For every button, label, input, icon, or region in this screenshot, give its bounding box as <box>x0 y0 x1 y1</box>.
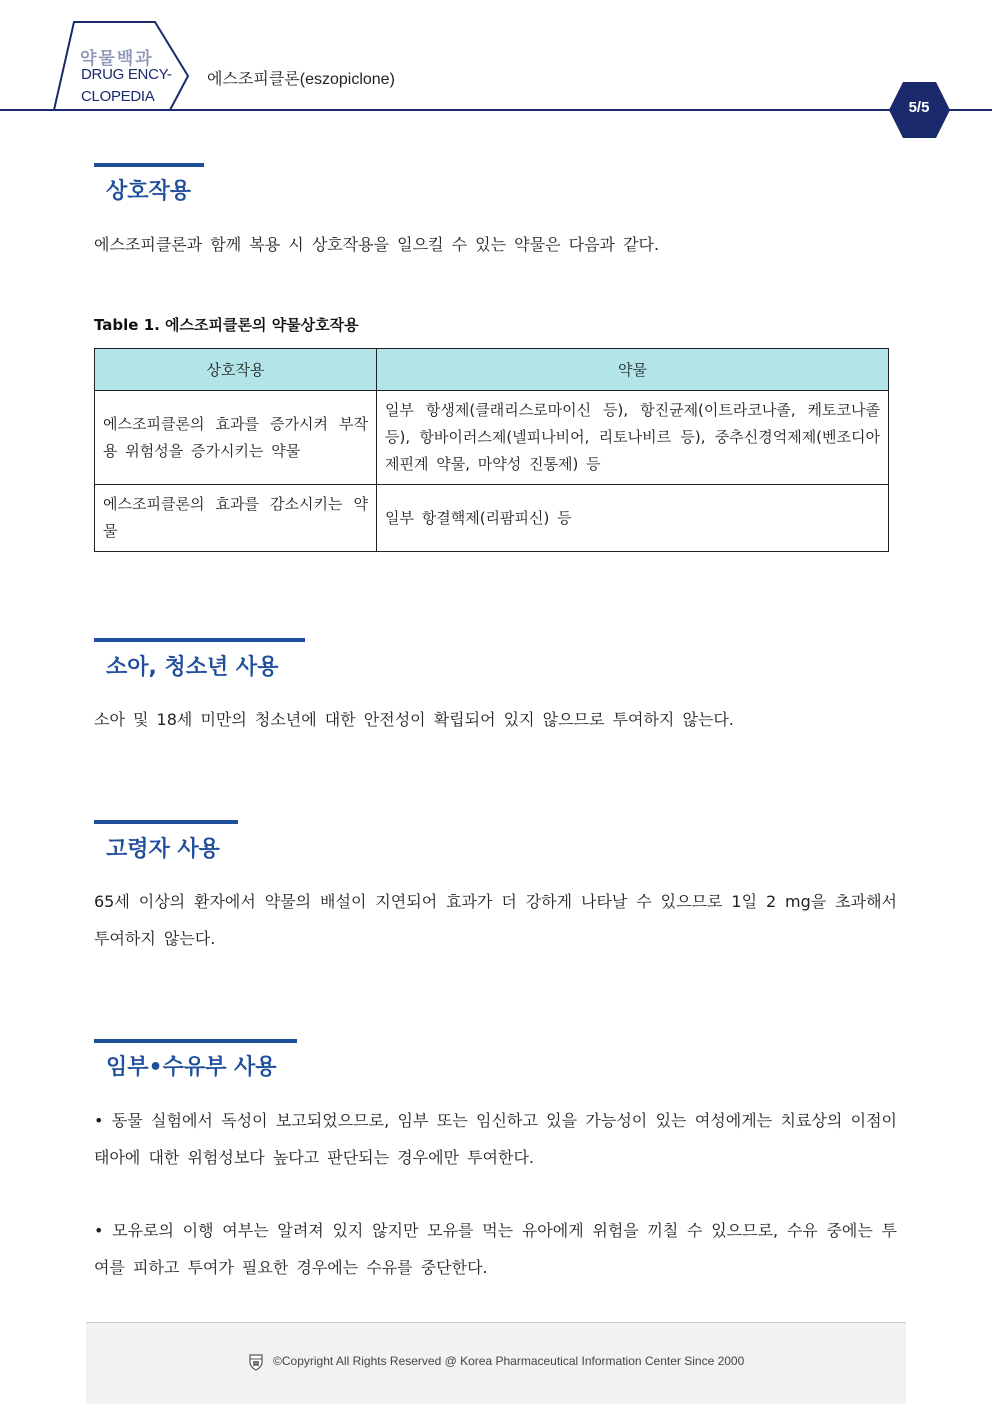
section-bar-pregnancy <box>94 1039 297 1043</box>
document-title: 에스조피클론(eszopiclone) <box>207 71 395 88</box>
table-cell-interaction: 에스조피클론의 효과를 증가시켜 부작용 위험성을 증가시키는 약물 <box>95 391 377 485</box>
section-bar-pediatric <box>94 638 305 642</box>
logo-korean: 약물백과 <box>80 49 154 68</box>
table-cell-interaction: 에스조피클론의 효과를 감소시키는 약물 <box>95 485 377 552</box>
section-title-pregnancy: 임부•수유부 사용 <box>106 1055 277 1080</box>
table-cell-drugs: 일부 항결핵제(리팜피신) 등 <box>377 485 889 552</box>
table-header-drugs: 약물 <box>377 349 889 391</box>
table-caption: Table 1. 에스조피클론의 약물상호작용 <box>94 316 359 334</box>
table-row <box>95 485 889 552</box>
section-title-elderly: 고령자 사용 <box>106 837 220 862</box>
pregnancy-bullet-2: • 모유로의 이행 여부는 알려져 있지 않지만 모유를 먹는 유아에게 위험을 끼칠 수 있으므로, 수유 중에는 투여를 피하고 투여가 필요한 경우에는 수유를 중단한다. <box>94 1221 897 1277</box>
table-header-row <box>95 349 889 391</box>
section-bar-elderly <box>94 820 238 824</box>
section-title-interaction: 상호작용 <box>106 179 192 204</box>
section-bar-interaction <box>94 163 204 167</box>
page-footer <box>86 1322 906 1404</box>
logo-english-line1: DRUG ENCY- <box>81 66 172 83</box>
interaction-table <box>94 348 889 552</box>
page-header <box>0 0 992 140</box>
shield-crest-icon <box>248 1353 264 1371</box>
elderly-text: 65세 이상의 환자에서 약물의 배설이 지연되어 효과가 더 강하게 나타날 수 있으므로 1일 2 mg을 초과해서 투여하지 않는다. <box>94 892 897 948</box>
page-number: 5/5 <box>908 99 930 116</box>
table-cell-drugs: 일부 항생제(클래리스로마이신 등), 항진균제(이트라코나졸, 케토코나졸 등), 항바이러스제(넬피나비어, 리토나비르 등), 중추신경억제제(벤조디아제핀계 약물, 마약성 진통제) 등 <box>377 391 889 485</box>
table-row <box>95 391 889 485</box>
section-title-pediatric: 소아, 청소년 사용 <box>106 655 279 680</box>
table-header-interaction: 상호작용 <box>95 349 377 391</box>
logo-english-line2: CLOPEDIA <box>81 88 155 105</box>
pregnancy-bullet-1: • 동물 실험에서 독성이 보고되었으므로, 임부 또는 임신하고 있을 가능성이 있는 여성에게는 치료상의 이점이 태아에 대한 위험성보다 높다고 판단되는 경우에만 투여한다. <box>94 1111 897 1167</box>
pediatric-text: 소아 및 18세 미만의 청소년에 대한 안전성이 확립되어 있지 않으므로 투여하지 않는다. <box>94 710 734 729</box>
interaction-intro: 에스조피클론과 함께 복용 시 상호작용을 일으킬 수 있는 약물은 다음과 같다. <box>94 235 660 254</box>
copyright-text: ©Copyright All Rights Reserved @ Korea Pharmaceutical Information Center Since 2000 <box>273 1354 745 1369</box>
